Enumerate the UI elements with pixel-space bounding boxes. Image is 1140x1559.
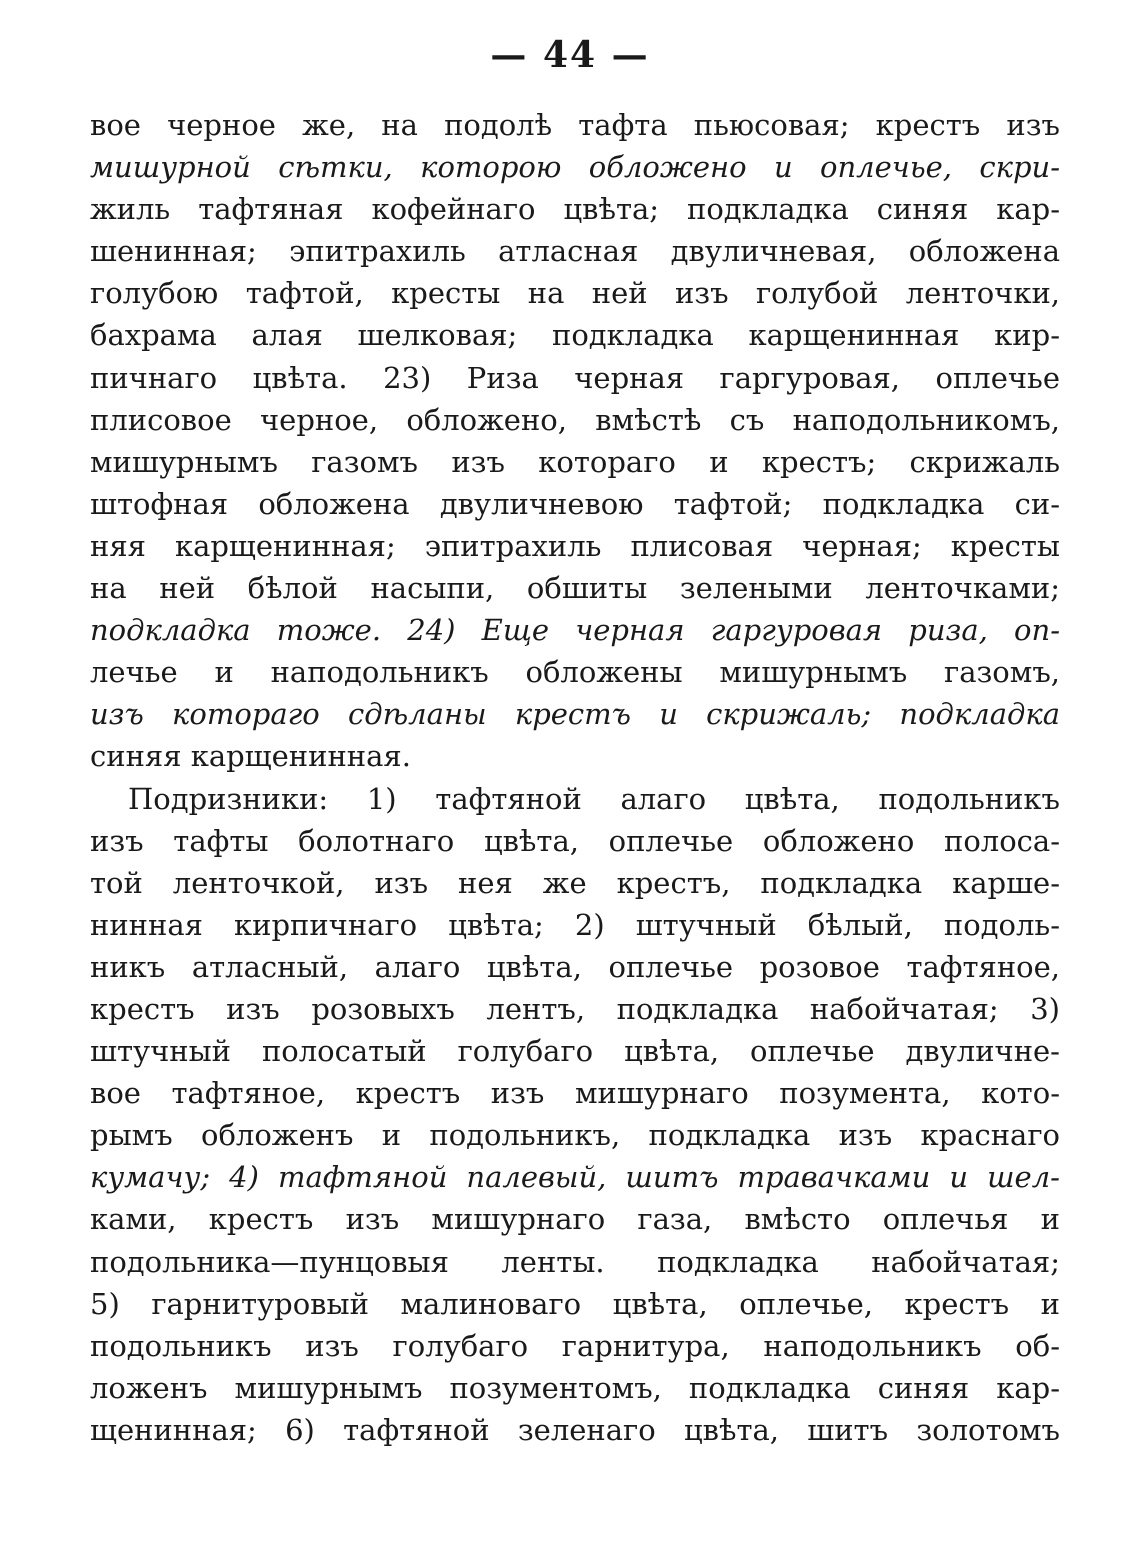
text-line: рымъ обложенъ и подольникъ, подкладка изъ краснаго <box>90 1118 1060 1153</box>
text-line: изъ котораго сдѣланы крестъ и скрижаль; подкладка <box>90 697 1060 732</box>
text-line: крестъ изъ розовыхъ лентъ, подкладка набойчатая; 3) <box>90 991 1060 1026</box>
text-line: вое тафтяное, крестъ изъ мишурнаго позумента, кото- <box>90 1076 1060 1111</box>
text-line: жиль тафтяная кофейнаго цвѣта; подкладка синяя кар- <box>90 192 1060 227</box>
text-line: синяя карщенинная. <box>90 739 411 774</box>
text-line: изъ тафты болотнаго цвѣта, оплечье обложено полоса- <box>90 823 1060 858</box>
text-line: 5) гарнитуровый малиноваго цвѣта, оплечье, крестъ и <box>90 1286 1060 1321</box>
text-line: штучный полосатый голубаго цвѣта, оплечье двуличне- <box>90 1034 1060 1069</box>
body-text <box>90 104 1060 1451</box>
text-line: кумачу; 4) тафтяной палевый, шитъ травачками и шел- <box>90 1160 1060 1195</box>
text-line: шенинная; эпитрахиль атласная двуличневая, обложена <box>90 234 1060 269</box>
text-line: бахрама алая шелковая; подкладка карщенинная кир- <box>90 318 1060 353</box>
text-line: лечье и наподольникъ обложены мишурнымъ газомъ, <box>90 655 1060 690</box>
text-line: подольникъ изъ голубаго гарнитура, наподольникъ об- <box>90 1328 1060 1363</box>
text-line: мишурной сѣтки, которою обложено и оплечье, скри- <box>90 150 1060 185</box>
text-line: ками, крестъ изъ мишурнаго газа, вмѣсто оплечья и <box>90 1202 1060 1237</box>
text-line: голубою тафтой, кресты на ней изъ голубой ленточки, <box>90 276 1060 311</box>
text-line: мишурнымъ газомъ изъ котораго и крестъ; скрижаль <box>90 444 1060 479</box>
page-number: — 44 — <box>490 34 650 76</box>
text-line: плисовое черное, обложено, вмѣстѣ съ наподольникомъ, <box>90 402 1060 437</box>
text-line: пичнаго цвѣта. 23) Риза черная гаргуровая, оплечье <box>90 360 1060 395</box>
text-line: подольника—пунцовыя ленты. подкладка набойчатая; <box>90 1244 1060 1279</box>
text-line: никъ атласный, алаго цвѣта, оплечье розовое тафтяное, <box>90 949 1060 984</box>
text-line: на ней бѣлой насыпи, обшиты зелеными ленточками; <box>90 571 1060 606</box>
text-line: подкладка тоже. 24) Еще черная гаргуровая риза, оп- <box>90 613 1060 648</box>
text-line: штофная обложена двуличневою тафтой; подкладка си- <box>90 486 1060 521</box>
text-line: той ленточкой, изъ нея же крестъ, подкладка карше- <box>90 865 1060 900</box>
text-line: няя карщенинная; эпитрахиль плисовая черная; кресты <box>90 528 1060 563</box>
text-line: ложенъ мишурнымъ позументомъ, подкладка синяя кар- <box>90 1370 1060 1405</box>
text-line: вое черное же, на подолѣ тафта пьюсовая; крестъ изъ <box>90 108 1060 142</box>
text-line: нинная кирпичнаго цвѣта; 2) штучный бѣлый, подоль- <box>90 907 1060 942</box>
text-line: щенинная; 6) тафтяной зеленаго цвѣта, шитъ золотомъ <box>90 1412 1060 1447</box>
text-line: Подризники: 1) тафтяной алаго цвѣта, подольникъ <box>128 781 1060 816</box>
